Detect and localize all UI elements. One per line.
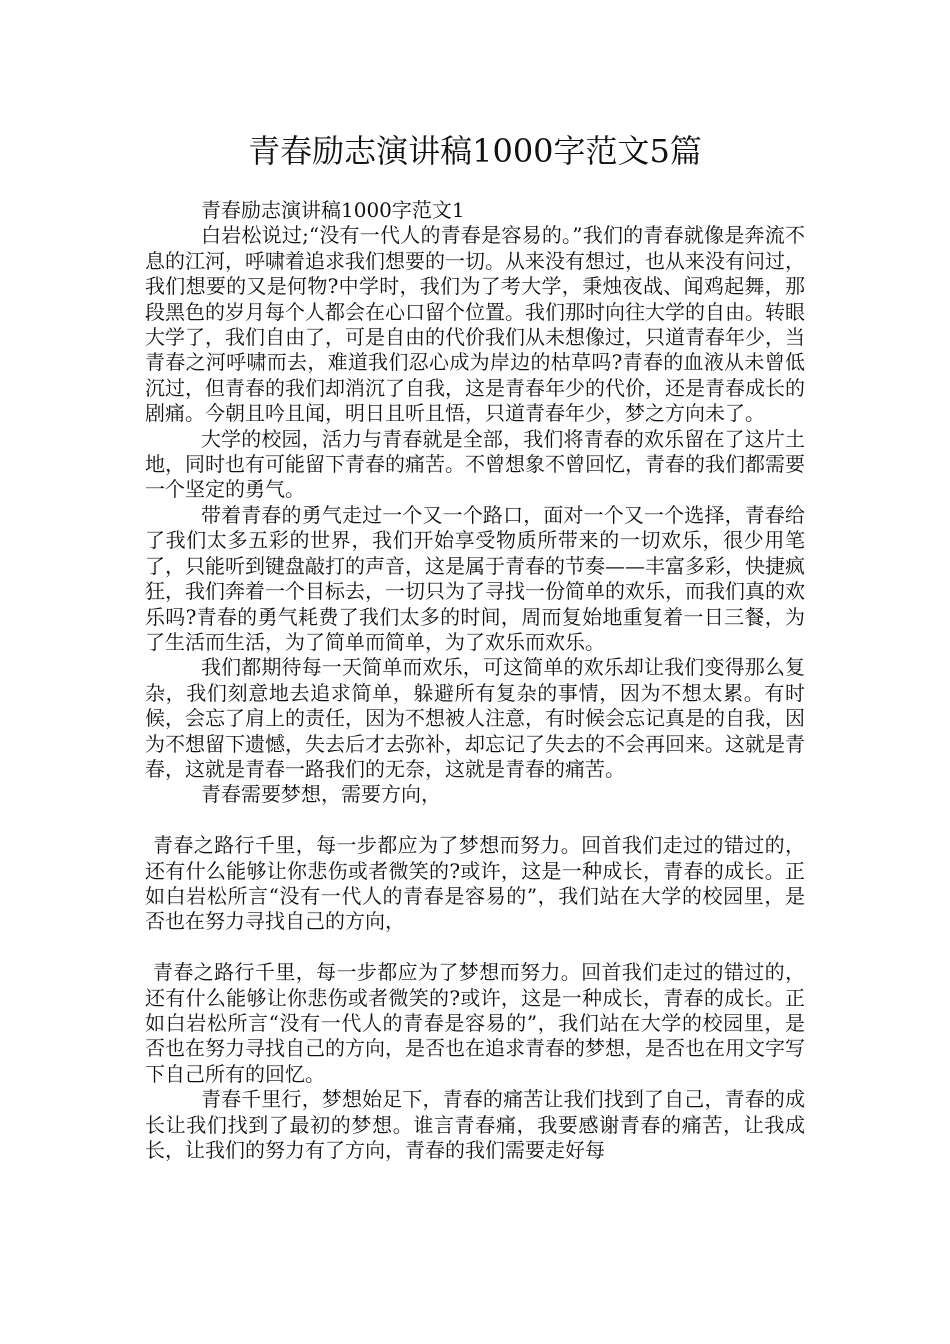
paragraph-2: 大学的校园，活力与青春就是全部，我们将青春的欢乐留在了这片土地，同时也有可能留下青春的痛苦。不曾想象不曾回忆，青春的我们都需要一个坚定的勇气。 (145, 426, 805, 502)
paragraph-5: 青春需要梦想，需要方向， (201, 782, 441, 807)
paragraph-spacer (145, 808, 805, 833)
paragraph-spacer (145, 935, 805, 960)
paragraph-3: 带着青春的勇气走过一个又一个路口，面对一个又一个选择，青春给了我们太多五彩的世界，我们开始享受物质所带来的一切欢乐，很少用笔了，只能听到键盘敲打的声音，这是属于青春的节奏——丰富多彩，快捷疯狂，我们奔着一个目标去，一切只为了寻找一份简单的欢乐，而我们真的欢乐吗?青春的勇气耗费了我们太多的时间，周而复始地重复着一日三餐，为了生活而生活，为了简单而简单，为了欢乐而欢乐。 (145, 502, 805, 654)
paragraph-4: 我们都期待每一天简单而欢乐，可这简单的欢乐却让我们变得那么复杂，我们刻意地去追求简单，躲避所有复杂的事情，因为不想太累。有时候，会忘了肩上的责任，因为不想被人注意，有时候会忘记真是的自我，因为不想留下遗憾，失去后才去弥补，却忘记了失去的不会再回来。这就是青春，这就是青春一路我们的无奈，这就是青春的痛苦。 (145, 655, 805, 781)
paragraph-1: 白岩松说过;“没有一代人的青春是容易的。”我们的青春就像是奔流不息的江河，呼啸着追求我们想要的一切。从来没有想过，也从来没有问过，我们想要的又是何物?中学时，我们为了考大学，秉烛夜战、闻鸡起舞，那段黑色的岁月每个人都会在心口留个位置。我们那时向往大学的自由。转眼大学了，我们自由了，可是自由的代价我们从未想像过，只道青春年少，当青春之河呼啸而去，难道我们忍心成为岸边的枯草吗?青春的血液从未曾低沉过，但青春的我们却消沉了自我，这是青春年少的代价，还是青春成长的剧痛。今朝且吟且闻，明日且听且悟，只道青春年少，梦之方向未了。 (145, 223, 805, 426)
document-body (145, 198, 805, 1163)
paragraph-8: 青春千里行，梦想始足下，青春的痛苦让我们找到了自己，青春的成长让我们找到了最初的梦想。谁言青春痛，我要感谢青春的痛苦，让我成长，让我们的努力有了方向，青春的我们需要走好每 (145, 1087, 805, 1162)
section-heading: 青春励志演讲稿1000字范文1 (201, 198, 465, 222)
paragraph-6: 青春之路行千里，每一步都应为了梦想而努力。回首我们走过的错过的，还有什么能够让你悲伤或者微笑的?或许，这是一种成长，青春的成长。正如白岩松所言“没有一代人的青春是容易的”，我们站在大学的校园里，是否也在努力寻找自己的方向， (145, 833, 805, 934)
document-title: 青春励志演讲稿1000字范文5篇 (248, 132, 702, 170)
paragraph-7: 青春之路行千里，每一步都应为了梦想而努力。回首我们走过的错过的，还有什么能够让你悲伤或者微笑的?或许，这是一种成长，青春的成长。正如白岩松所言“没有一代人的青春是容易的”，我们站在大学的校园里，是否也在努力寻找自己的方向，是否也在追求青春的梦想，是否也在用文字写下自己所有的回忆。 (145, 960, 805, 1086)
